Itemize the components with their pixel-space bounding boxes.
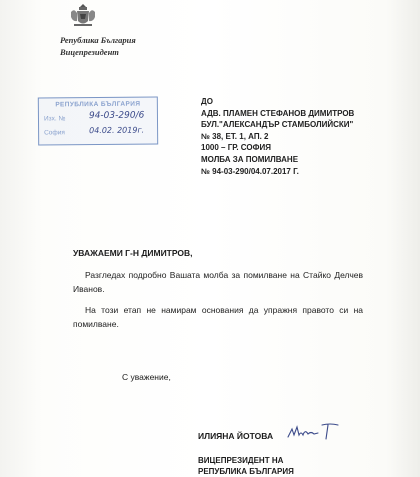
coat-of-arms-icon — [68, 2, 98, 28]
paragraph-1-text: Разгледах подробно Вашата молба за помилване на Стайко Делчев Иванов. — [73, 270, 363, 294]
stamp-handwritten-date: 04.02. 2019г. — [89, 125, 145, 136]
paragraph-2 — [73, 303, 363, 331]
salutation: УВАЖАЕМИ Г-Н ДИМИТРОВ, — [73, 248, 193, 258]
address-line-street: БУЛ."АЛЕКСАНДЪР СТАМБОЛИЙСКИ" — [201, 120, 354, 130]
signatory-name: ИЛИЯНА ЙОТОВА — [198, 431, 274, 441]
closing-phrase: С уважение, — [122, 372, 171, 382]
header-line-republic: Република България — [60, 35, 136, 45]
address-line-to: ДО — [201, 97, 213, 106]
stamp-number-label: Изх. № — [43, 115, 66, 123]
handwritten-signature-icon — [286, 419, 362, 443]
paragraph-1 — [73, 268, 363, 296]
address-line-number: № 38, ЕТ. 1, АП. 2 — [201, 131, 269, 141]
stamp-row-city — [44, 129, 65, 136]
signatory-title — [198, 455, 294, 477]
paragraph-2-text: На този етап не намирам основания да упражня правото си на помилване. — [73, 305, 363, 329]
issuer-header — [60, 34, 136, 58]
address-line-subject: МОЛБА ЗА ПОМИЛВАНЕ — [201, 154, 299, 164]
signatory-title-line2: РЕПУБЛИКА БЪЛГАРИЯ — [198, 467, 294, 476]
registration-stamp — [38, 96, 158, 145]
address-line-city: 1000 – ГР. СОФИЯ — [201, 143, 271, 153]
signatory-title-line1: ВИЦЕПРЕЗИДЕНТ НА — [198, 456, 284, 465]
stamp-row-number — [44, 115, 66, 122]
address-line-name: АДВ. ПЛАМЕН СТЕФАНОВ ДИМИТРОВ — [201, 108, 355, 118]
stamp-city-label: София — [44, 129, 65, 137]
recipient-address-block — [201, 96, 354, 177]
stamp-handwritten-number: 94-03-290/6 — [88, 110, 145, 122]
address-line-reference: № 94-03-290/04.07.2017 Г. — [201, 166, 299, 176]
stamp-title: РЕПУБЛИКА БЪЛГАРИЯ — [55, 100, 141, 109]
header-line-vicepresident: Вицепрезидент — [60, 47, 119, 57]
